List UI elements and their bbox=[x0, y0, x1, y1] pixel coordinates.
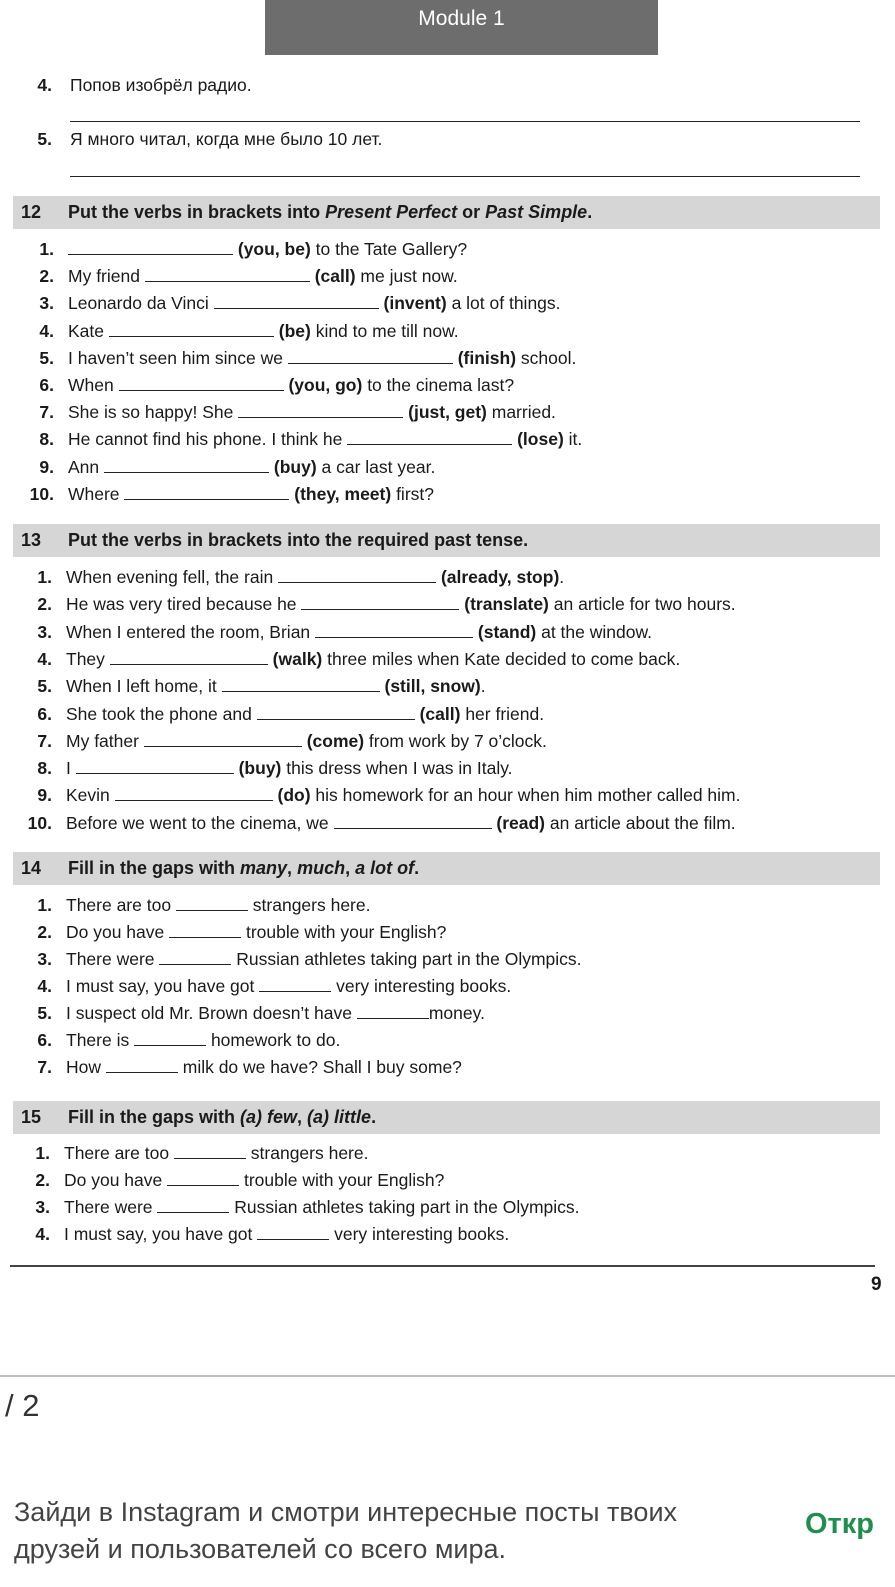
item-text bbox=[66, 948, 582, 970]
item-prefix: How bbox=[66, 1057, 106, 1077]
item-suffix: it. bbox=[563, 429, 583, 450]
answer-blank[interactable] bbox=[278, 566, 436, 583]
section-12-header bbox=[13, 196, 880, 229]
item-prefix: My father bbox=[66, 730, 144, 751]
item-suffix: his homework for an hour when him mother called him. bbox=[310, 785, 741, 806]
section-number: 14 bbox=[21, 858, 42, 878]
item-prefix: There is bbox=[66, 1030, 135, 1050]
verb-hint: (come) bbox=[306, 730, 365, 751]
item-text bbox=[68, 292, 561, 314]
item-number: 7. bbox=[39, 402, 54, 423]
answer-blank[interactable] bbox=[109, 320, 274, 337]
item-prefix: He cannot find his phone. I think he bbox=[68, 429, 348, 450]
page-counter: / 2 bbox=[5, 1388, 40, 1423]
item-text: Я много читал, когда мне было 10 лет. bbox=[70, 129, 383, 149]
item-suffix: homework to do. bbox=[206, 1030, 341, 1050]
item-number: 3. bbox=[37, 949, 52, 969]
item-number: 10. bbox=[29, 483, 54, 504]
answer-blank[interactable] bbox=[76, 757, 234, 774]
item-suffix: from work by 7 o’clock. bbox=[364, 730, 547, 751]
item-text bbox=[66, 784, 740, 806]
verb-hint: (stand) bbox=[477, 621, 537, 642]
item-number: 6. bbox=[37, 1030, 52, 1050]
instagram-promo-text: Зайди в Instagram и смотри интересные посты твоих друзей и пользователей со всего мира. bbox=[14, 1497, 678, 1564]
item-text bbox=[68, 401, 556, 423]
item-suffix: school. bbox=[516, 347, 577, 368]
item-number: 8. bbox=[39, 429, 54, 450]
item-number: 2. bbox=[37, 594, 52, 615]
viewer-divider bbox=[0, 1375, 895, 1377]
item-text bbox=[66, 675, 486, 697]
verb-hint: (you, go) bbox=[288, 375, 363, 395]
answer-blank[interactable] bbox=[159, 948, 231, 965]
item-number: 1. bbox=[37, 567, 52, 587]
item-number: 10. bbox=[27, 812, 52, 833]
item-suffix: me just now. bbox=[355, 266, 458, 287]
item-text bbox=[66, 621, 652, 643]
item-number: 9. bbox=[37, 785, 52, 806]
section-14-header bbox=[13, 852, 880, 885]
verb-hint: (just, get) bbox=[408, 402, 487, 423]
item-number: 6. bbox=[37, 703, 52, 724]
item-number: 7. bbox=[37, 1057, 52, 1077]
item-number: 7. bbox=[37, 730, 52, 751]
item-number: 8. bbox=[37, 758, 52, 779]
item-suffix: very interesting books. bbox=[329, 1224, 510, 1244]
item-text bbox=[66, 593, 736, 615]
item-prefix: Do you have bbox=[64, 1170, 168, 1190]
answer-blank[interactable] bbox=[257, 1223, 329, 1240]
answer-blank[interactable] bbox=[157, 1196, 229, 1213]
answer-blank[interactable] bbox=[357, 1002, 429, 1019]
section-number: 13 bbox=[21, 530, 42, 550]
item-suffix: milk do we have? Shall I buy some? bbox=[177, 1057, 462, 1077]
item-text bbox=[68, 320, 459, 342]
item-suffix: an article for two hours. bbox=[548, 594, 736, 615]
item-suffix: strangers here. bbox=[247, 895, 371, 915]
answer-blank[interactable] bbox=[106, 1056, 178, 1073]
item-suffix: a lot of things. bbox=[446, 293, 561, 314]
item-prefix: She took the phone and bbox=[66, 703, 257, 724]
item-prefix: I bbox=[66, 758, 76, 779]
item-suffix: an article about the film. bbox=[545, 812, 736, 833]
item-suffix: Russian athletes taking part in the Olympics. bbox=[231, 949, 582, 969]
item-prefix: There are too bbox=[64, 1143, 174, 1163]
item-number: 2. bbox=[37, 922, 52, 942]
answer-blank[interactable] bbox=[238, 401, 403, 418]
verb-hint: (you, be) bbox=[237, 239, 311, 259]
answer-blank[interactable] bbox=[144, 730, 302, 747]
answer-blank[interactable] bbox=[115, 784, 273, 801]
item-suffix: to the Tate Gallery? bbox=[310, 239, 468, 259]
item-text bbox=[68, 483, 434, 505]
item-text bbox=[64, 1169, 444, 1191]
answer-blank[interactable] bbox=[174, 1142, 246, 1159]
item-prefix: I must say, you have got bbox=[64, 1224, 258, 1244]
item-prefix: When I entered the room, Brian bbox=[66, 621, 316, 642]
item-text bbox=[66, 812, 736, 834]
verb-hint: (buy) bbox=[238, 758, 282, 779]
answer-blank[interactable] bbox=[315, 621, 473, 638]
item-suffix: her friend. bbox=[460, 703, 545, 724]
item-suffix: strangers here. bbox=[245, 1143, 369, 1163]
item-suffix: at the window. bbox=[536, 621, 653, 642]
item-prefix: When I left home, it bbox=[66, 676, 222, 697]
item-suffix: very interesting books. bbox=[331, 976, 512, 996]
module-header: Module 1 bbox=[265, 0, 658, 55]
item-suffix: kind to me till now. bbox=[310, 320, 459, 341]
item-text bbox=[64, 1142, 368, 1164]
item-number: 4. bbox=[39, 320, 54, 341]
item-number: 2. bbox=[39, 266, 54, 287]
item-text bbox=[68, 347, 576, 369]
item-text bbox=[66, 703, 544, 725]
item-prefix: I suspect old Mr. Brown doesn’t have bbox=[66, 1003, 357, 1023]
answer-blank[interactable] bbox=[68, 238, 233, 255]
verb-hint: (already, stop) bbox=[440, 567, 560, 587]
item-prefix: They bbox=[66, 648, 110, 669]
item-text bbox=[66, 566, 564, 588]
item-prefix: Before we went to the cinema, we bbox=[66, 812, 334, 833]
answer-blank[interactable] bbox=[167, 1169, 239, 1186]
item-suffix: trouble with your English? bbox=[239, 1170, 445, 1190]
item-text bbox=[64, 1223, 509, 1245]
verb-hint: (invent) bbox=[383, 293, 447, 314]
item-suffix: money. bbox=[428, 1003, 485, 1023]
item-suffix: to the cinema last? bbox=[362, 375, 515, 395]
verb-hint: (call) bbox=[314, 266, 356, 287]
verb-hint: (still, snow) bbox=[384, 676, 481, 697]
page-number: 9 bbox=[871, 1274, 882, 1295]
item-number: 3. bbox=[35, 1197, 50, 1217]
item-prefix: Ann bbox=[68, 456, 104, 477]
item-number: 1. bbox=[39, 239, 54, 259]
item-text: Попов изобрёл радио. bbox=[70, 75, 252, 95]
section-title: Fill in the gaps with many, much, a lot of. bbox=[68, 858, 420, 878]
item-suffix: three miles when Kate decided to come back. bbox=[322, 648, 681, 669]
item-prefix: Where bbox=[68, 483, 125, 504]
item-suffix: . bbox=[480, 676, 486, 697]
item-text bbox=[66, 1029, 340, 1051]
verb-hint: (walk) bbox=[272, 648, 323, 669]
item-number: 2. bbox=[35, 1170, 50, 1190]
item-number: 5. bbox=[37, 676, 52, 697]
item-suffix: Russian athletes taking part in the Olympics. bbox=[229, 1197, 580, 1217]
answer-blank[interactable] bbox=[169, 921, 241, 938]
item-suffix: . bbox=[559, 567, 565, 587]
verb-hint: (translate) bbox=[464, 594, 549, 615]
item-prefix: When evening fell, the rain bbox=[66, 567, 279, 587]
section-title: Put the verbs in brackets into Present Perfect or Past Simple. bbox=[68, 202, 593, 222]
item-prefix: My friend bbox=[68, 266, 145, 287]
verb-hint: (they, meet) bbox=[294, 483, 392, 504]
item-text bbox=[66, 1002, 485, 1024]
item-number: 3. bbox=[37, 621, 52, 642]
answer-blank[interactable] bbox=[145, 265, 310, 282]
item-text bbox=[66, 757, 513, 779]
verb-hint: (read) bbox=[496, 812, 545, 833]
item-text bbox=[66, 1056, 462, 1078]
answer-blank[interactable] bbox=[334, 812, 492, 829]
answer-blank[interactable] bbox=[257, 703, 415, 720]
item-text bbox=[66, 648, 680, 670]
answer-blank[interactable] bbox=[259, 975, 331, 992]
item-number: 5. bbox=[37, 1003, 52, 1023]
item-prefix: Leonardo da Vinci bbox=[68, 293, 214, 314]
item-text bbox=[68, 238, 467, 260]
item-prefix: He was very tired because he bbox=[66, 594, 302, 615]
section-number: 15 bbox=[21, 1107, 42, 1127]
item-prefix: I haven’t seen him since we bbox=[68, 347, 288, 368]
item-prefix: Do you have bbox=[66, 922, 170, 942]
item-number: 1. bbox=[35, 1143, 50, 1163]
answer-blank[interactable] bbox=[176, 894, 248, 911]
item-number: 6. bbox=[39, 375, 54, 395]
item-number: 4. bbox=[37, 976, 52, 996]
item-number: 5. bbox=[39, 347, 54, 368]
item-text bbox=[66, 730, 547, 752]
item-prefix: There were bbox=[64, 1197, 158, 1217]
item-prefix: There were bbox=[66, 949, 160, 969]
item-suffix: this dress when I was in Italy. bbox=[281, 758, 513, 779]
item-prefix: Kate bbox=[68, 320, 109, 341]
item-number: 5. bbox=[37, 129, 52, 149]
answer-blank[interactable] bbox=[104, 456, 269, 473]
item-suffix: a car last year. bbox=[316, 456, 436, 477]
answer-blank[interactable] bbox=[288, 347, 453, 364]
item-prefix: When bbox=[68, 375, 119, 395]
item-prefix: I must say, you have got bbox=[66, 976, 260, 996]
item-text bbox=[66, 921, 446, 943]
verb-hint: (buy) bbox=[273, 456, 317, 477]
section-title: Put the verbs in brackets into the required past tense. bbox=[68, 530, 529, 550]
item-text bbox=[68, 456, 435, 478]
item-number: 9. bbox=[39, 456, 54, 477]
answer-blank[interactable] bbox=[134, 1029, 206, 1046]
section-15-header bbox=[13, 1101, 880, 1134]
item-suffix: trouble with your English? bbox=[241, 922, 447, 942]
verb-hint: (finish) bbox=[457, 347, 517, 368]
answer-blank[interactable] bbox=[214, 292, 379, 309]
answer-line bbox=[70, 121, 860, 122]
item-text bbox=[66, 975, 511, 997]
item-text bbox=[68, 428, 582, 450]
answer-blank[interactable] bbox=[222, 675, 380, 692]
answer-blank[interactable] bbox=[301, 593, 459, 610]
section-title: Fill in the gaps with (a) few, (a) little. bbox=[68, 1107, 377, 1127]
verb-hint: (do) bbox=[277, 785, 311, 806]
item-text bbox=[68, 374, 514, 396]
section-number: 12 bbox=[21, 202, 42, 222]
item-text bbox=[68, 265, 458, 287]
item-suffix: married. bbox=[486, 402, 556, 423]
item-number: 3. bbox=[39, 293, 54, 314]
item-prefix: Kevin bbox=[66, 785, 115, 806]
section-13-header bbox=[13, 524, 880, 557]
page-bottom-rule bbox=[10, 1265, 875, 1267]
verb-hint: (be) bbox=[278, 320, 311, 341]
answer-line bbox=[70, 176, 860, 177]
verb-hint: (lose) bbox=[517, 429, 564, 450]
item-prefix: There are too bbox=[66, 895, 176, 915]
item-text bbox=[64, 1196, 580, 1218]
verb-hint: (call) bbox=[419, 703, 461, 724]
item-prefix: She is so happy! She bbox=[68, 402, 239, 423]
item-number: 1. bbox=[37, 895, 52, 915]
item-suffix: first? bbox=[391, 483, 434, 504]
answer-blank[interactable] bbox=[110, 648, 268, 665]
answer-blank[interactable] bbox=[124, 483, 289, 500]
item-number: 4. bbox=[37, 648, 52, 669]
answer-blank[interactable] bbox=[347, 428, 512, 445]
item-number: 4. bbox=[35, 1224, 50, 1244]
open-app-button[interactable]: Откр bbox=[805, 1508, 874, 1540]
item-number: 4. bbox=[37, 75, 52, 95]
answer-blank[interactable] bbox=[119, 374, 284, 391]
item-text bbox=[66, 894, 370, 916]
